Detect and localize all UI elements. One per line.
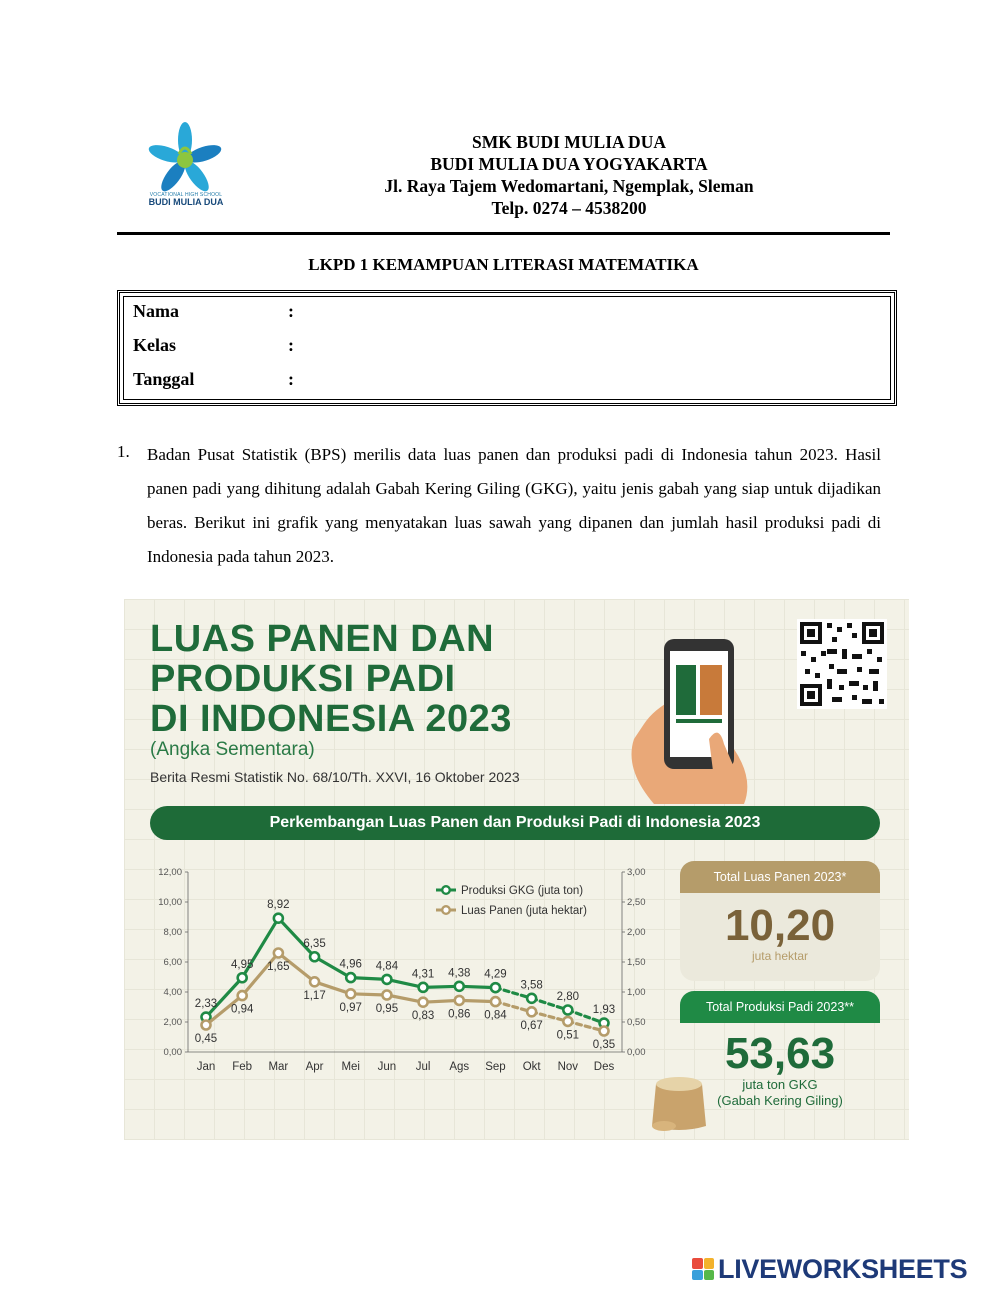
series-1-point [455, 982, 464, 991]
liveworksheets-wordmark: LIVEWORKSHEETS [718, 1253, 968, 1284]
series-1-point [310, 952, 319, 961]
left-axis-tick-label: 2,00 [163, 1017, 182, 1028]
series-2-point [527, 1007, 536, 1016]
series-2-point [238, 991, 247, 1000]
infographic-title-line: LUAS PANEN DAN [150, 618, 495, 660]
infographic-title [150, 619, 610, 739]
production-unit-note: (Gabah Kering Giling) [717, 1093, 843, 1108]
document-title: LKPD 1 KEMAMPUAN LITERASI MATEMATIKA [308, 255, 699, 274]
infographic-title-line: DI INDONESIA 2023 [150, 698, 512, 740]
x-axis-tick-label: Mei [341, 1061, 360, 1073]
question-text: Badan Pusat Statistik (BPS) merilis data luas panen dan produksi padi di Indonesia tahun 2023. Hasil panen padi yang dihitung adalah Gabah Kering Giling (GKG), yaitu jenis gabah yang siap untuk dijadikan beras. Berikut ini grafik yang menyatakan luas sawah yang dipanen dan jumlah hasil produksi padi di Indonesia pada tahun 2023. [147, 445, 881, 566]
series-1-data-label: 2,80 [556, 991, 580, 1003]
series-2-data-label: 0,86 [448, 1008, 471, 1021]
harvest-area-card-title: Total Luas Panen 2023* [680, 861, 880, 893]
harvest-area-card [680, 861, 880, 981]
qr-code[interactable] [797, 619, 887, 709]
x-axis-tick-label: Mar [268, 1061, 289, 1073]
header-rule [117, 232, 890, 235]
series-1-point [346, 973, 355, 982]
series-2-point [491, 997, 500, 1006]
series-2-point [600, 1027, 609, 1036]
series-1-data-label: 2,33 [194, 998, 218, 1011]
production-unit: juta ton GKG [742, 1077, 818, 1092]
legend-swatch-marker [442, 886, 450, 894]
x-axis-tick-label: Ags [449, 1061, 470, 1073]
left-axis-tick-label: 12,00 [158, 867, 182, 878]
identity-colon: : [288, 335, 294, 355]
phone-hand-illustration [614, 629, 794, 804]
right-axis-tick-label: 2,00 [627, 927, 646, 938]
series-2-data-label: 0,84 [484, 1009, 507, 1022]
identity-box [117, 290, 897, 406]
production-card-title: Total Produksi Padi 2023** [680, 991, 880, 1023]
left-axis-tick-label: 10,00 [158, 897, 182, 908]
harvest-area-unit: juta hektar [751, 949, 809, 963]
series-2-point [310, 977, 319, 986]
x-axis-tick-label: Jul [415, 1061, 431, 1073]
x-axis-tick-label: Okt [522, 1061, 541, 1073]
infographic-reference: Berita Resmi Statistik No. 68/10/Th. XXVI, 16 Oktober 2023 [150, 769, 520, 785]
line-chart [124, 854, 664, 1140]
school-phone: Telp. 0274 – 4538200 [491, 198, 647, 218]
series-2-data-label: 1,65 [267, 961, 290, 973]
harvest-area-value: 10,20 [724, 901, 836, 950]
series-2-data-label: 0,51 [556, 1029, 580, 1042]
x-axis-tick-label: Nov [557, 1061, 579, 1073]
foundation-name: BUDI MULIA DUA YOGYAKARTA [430, 154, 708, 174]
school-address: Jl. Raya Tajem Wedomartani, Ngemplak, Sleman [384, 176, 754, 196]
series-2-point [563, 1017, 572, 1026]
series-2-point [382, 991, 391, 1000]
identity-label: Tanggal [133, 369, 195, 389]
series-1-point [563, 1006, 572, 1015]
series-1-point [382, 975, 391, 984]
right-axis-tick-label: 1,00 [627, 987, 646, 998]
legend-label: Luas Panen (juta hektar) [461, 905, 587, 917]
identity-colon: : [288, 369, 294, 389]
identity-label: Kelas [133, 335, 176, 355]
legend-swatch-marker [442, 906, 450, 914]
series-2-point [346, 989, 355, 998]
identity-row-kelas[interactable] [133, 335, 294, 356]
series-1-data-label: 6,35 [303, 937, 326, 950]
x-axis-tick-label: Sep [485, 1061, 506, 1073]
infographic-title-line: PRODUKSI PADI [150, 658, 456, 700]
series-1-data-label: 4,84 [375, 960, 399, 973]
series-2-data-label: 0,83 [411, 1010, 435, 1023]
series-1-data-label: 1,93 [592, 1004, 616, 1017]
left-axis-tick-label: 8,00 [163, 927, 182, 938]
identity-row-tanggal[interactable] [133, 369, 294, 390]
infographic-subtitle: (Angka Sementara) [150, 739, 315, 760]
identity-colon: : [288, 301, 294, 321]
series-2-data-label: 0,67 [520, 1019, 543, 1032]
series-2-data-label: 0,35 [592, 1039, 616, 1051]
series-1-point [238, 973, 247, 982]
series-2-point [455, 996, 464, 1005]
series-2-data-label: 0,97 [339, 1001, 362, 1014]
x-axis-tick-label: Des [593, 1061, 615, 1073]
series-1-point [419, 983, 428, 992]
series-1-point [527, 994, 536, 1003]
series-2-data-label: 0,45 [194, 1033, 218, 1045]
series-2-point [274, 949, 283, 958]
liveworksheets-icon [692, 1258, 714, 1280]
series-2-data-label: 0,95 [375, 1003, 399, 1015]
logo-caption-small: VOCATIONAL HIGH SCHOOL [149, 192, 223, 198]
series-1-data-label: 3,58 [520, 979, 543, 992]
series-1-data-label: 8,92 [267, 899, 290, 912]
infographic [124, 599, 909, 1140]
rice-sack-illustration [644, 1064, 714, 1134]
right-axis-tick-label: 3,00 [627, 867, 646, 878]
liveworksheets-logo[interactable] [692, 1254, 967, 1284]
right-axis-tick-label: 0,00 [627, 1047, 646, 1058]
identity-row-nama[interactable] [133, 301, 294, 322]
right-axis-tick-label: 1,50 [627, 957, 646, 968]
series-1-data-label: 4,29 [484, 968, 507, 981]
identity-label: Nama [133, 301, 179, 321]
logo-caption-big: BUDI MULIA DUA [148, 197, 224, 207]
series-1-point [274, 914, 283, 923]
question-number: 1. [117, 442, 130, 461]
series-1-data-label: 4,31 [411, 968, 435, 981]
series-1-data-label: 4,95 [230, 958, 254, 971]
series-1-data-label: 4,96 [339, 958, 362, 971]
x-axis-tick-label: Apr [305, 1061, 324, 1073]
logo-caption [136, 193, 236, 207]
right-axis-tick-label: 0,50 [627, 1017, 646, 1028]
series-1-data-label: 4,38 [448, 967, 471, 980]
series-1-point [491, 983, 500, 992]
x-axis-tick-label: Jan [196, 1061, 216, 1073]
series-2-point [202, 1021, 211, 1030]
x-axis-tick-label: Jun [377, 1061, 397, 1073]
series-2-data-label: 0,94 [230, 1003, 254, 1016]
x-axis-tick-label: Feb [232, 1061, 253, 1073]
legend-label: Produksi GKG (juta ton) [461, 885, 584, 897]
series-2-data-label: 1,17 [303, 989, 326, 1002]
series-2-point [419, 998, 428, 1007]
left-axis-tick-label: 4,00 [163, 987, 182, 998]
left-axis-tick-label: 6,00 [163, 957, 182, 968]
left-axis-tick-label: 0,00 [163, 1047, 182, 1058]
school-name: SMK BUDI MULIA DUA [472, 132, 666, 152]
production-value: 53,63 [724, 1029, 836, 1078]
infographic-banner: Perkembangan Luas Panen dan Produksi Padi di Indonesia 2023 [150, 806, 880, 840]
harvest-area-card-body [680, 893, 880, 981]
right-axis-tick-label: 2,50 [627, 897, 646, 908]
letterhead [330, 131, 808, 219]
